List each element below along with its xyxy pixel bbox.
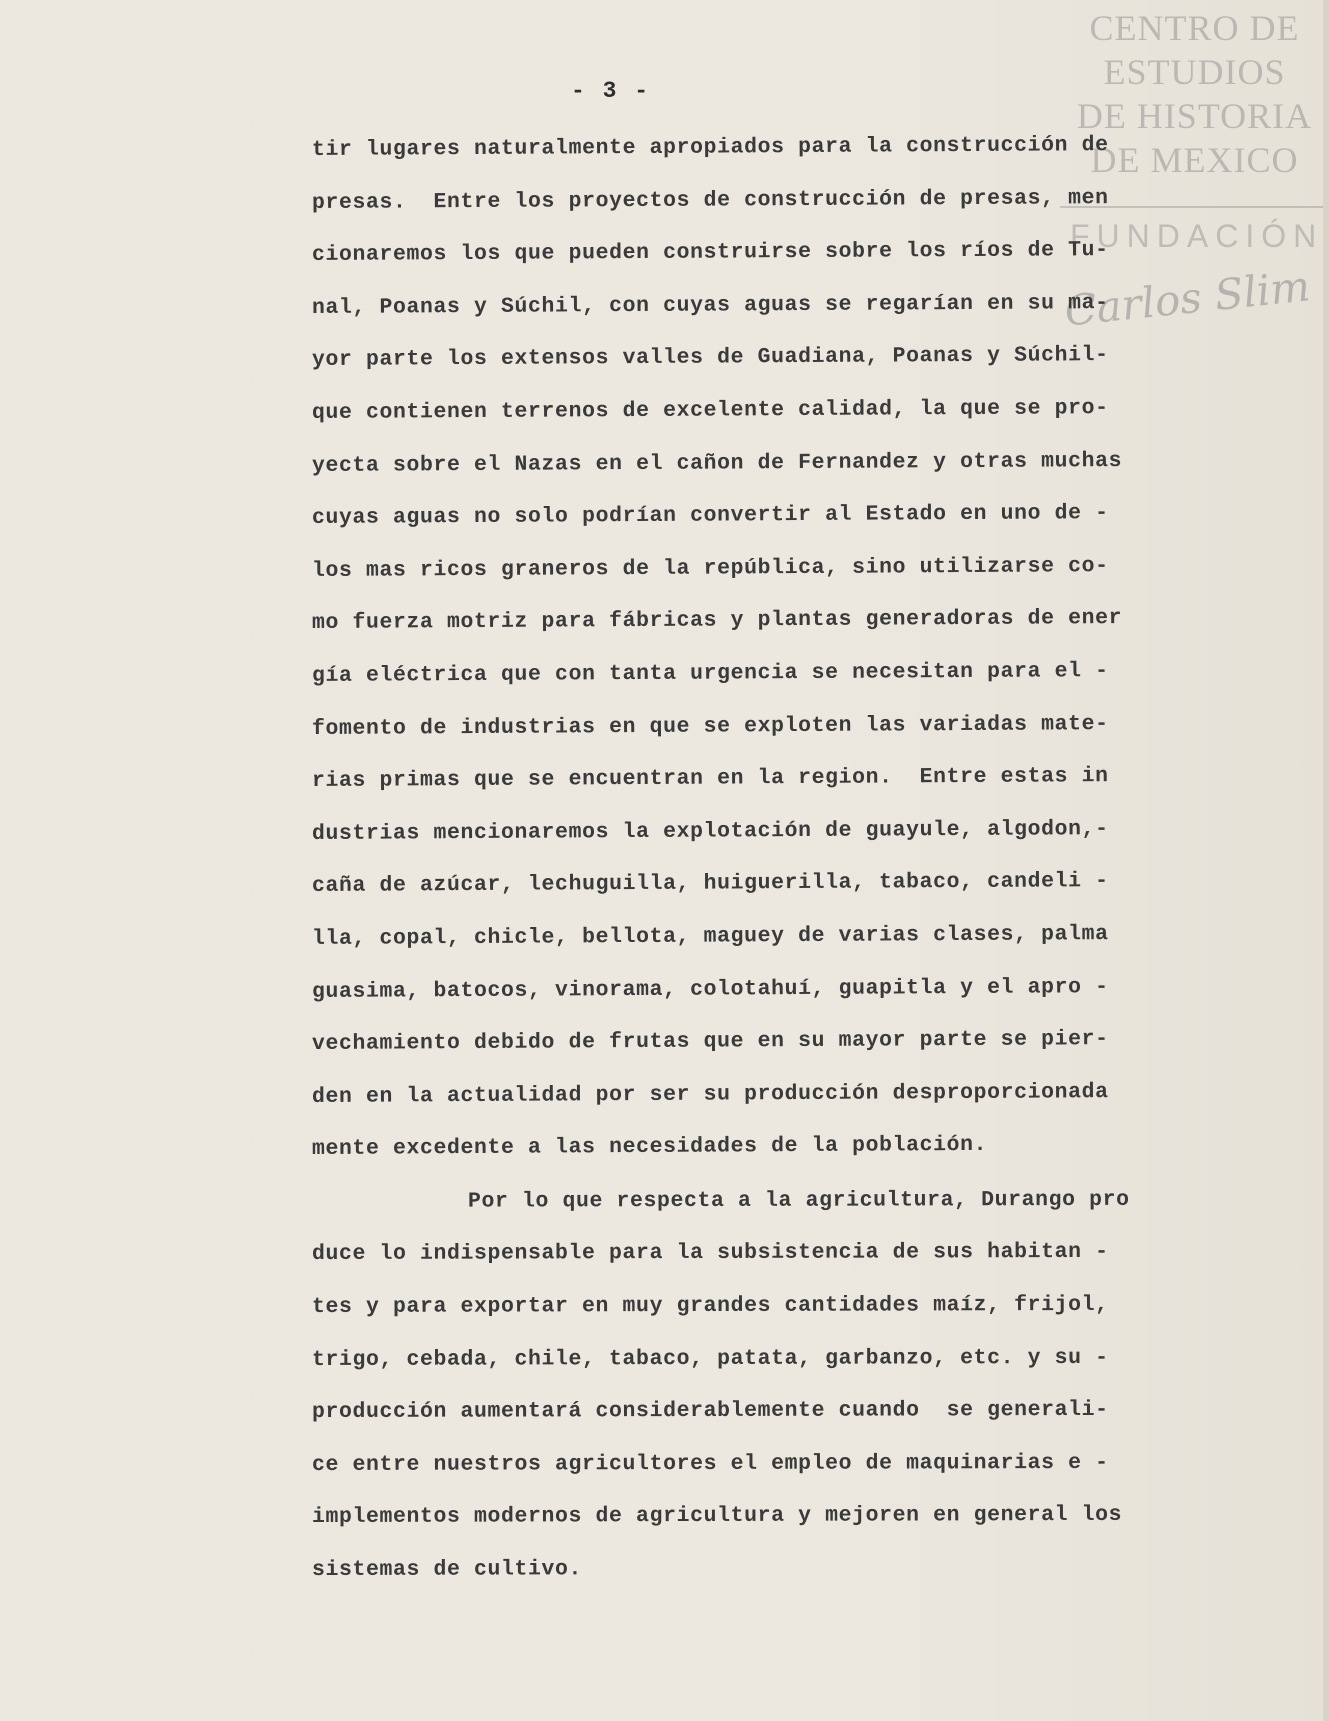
watermark-line: DE HISTORIA <box>1076 96 1313 136</box>
text-line: cionaremos los que pueden construirse sobre los ríos de Tu- <box>311 238 1109 268</box>
text-line: dustrias mencionaremos la explotación de guayule, algodon,- <box>311 816 1109 846</box>
text-line: trigo, cebada, chile, tabaco, patata, garbanzo, etc. y su - <box>311 1345 1109 1372</box>
text-line: tir lugares naturalmente apropiados para la construcción de <box>311 133 1109 162</box>
text-line: mente excedente a las necesidades de la población. <box>311 1133 988 1162</box>
page-number: - 3 - <box>570 78 650 104</box>
text-line: cuyas aguas no solo podrían convertir al Estado en uno de - <box>311 501 1109 531</box>
watermark-signature: Carlos Slim <box>1062 261 1313 336</box>
text-line: nal, Poanas y Súchil, con cuyas aguas se regarían en su ma- <box>311 290 1109 320</box>
text-line: que contienen terrenos de excelente calidad, la que se pro- <box>311 396 1109 425</box>
watermark-line: DE MEXICO <box>1090 140 1299 180</box>
text-line: den en la actualidad por ser su producción desproporcionada <box>311 1079 1109 1109</box>
text-line: lla, copal, chicle, bellota, maguey de varias clases, palma <box>311 922 1109 951</box>
text-line: mo fuerza motriz para fábricas y plantas generadoras de ener <box>311 606 1123 636</box>
text-line: yor parte los extensos valles de Guadiana, Poanas y Súchil- <box>311 343 1109 373</box>
text-line: presas. Entre los proyectos de construcción de presas, men <box>311 185 1109 215</box>
text-line: fomento de industrias en que se exploten las variadas mate- <box>311 711 1109 741</box>
text-line: gía eléctrica que con tanta urgencia se necesitan para el - <box>311 659 1109 688</box>
watermark-foundation: FUNDACIÓN <box>1070 218 1324 254</box>
text-line: producción aumentará considerablemente cuando se generali- <box>311 1398 1109 1425</box>
text-line: ce entre nuestros agricultores el empleo de maquinarias e - <box>311 1450 1109 1477</box>
scan-edge <box>1323 0 1329 1721</box>
text-line: sistemas de cultivo. <box>311 1557 583 1583</box>
typed-text-body <box>312 124 1272 1597</box>
text-line: guasima, batocos, vinorama, colotahuí, guapitla y el apro - <box>311 974 1109 1004</box>
text-line: rias primas que se encuentran en la region. Entre estas in <box>311 764 1109 794</box>
text-line: los mas ricos graneros de la república, sino utilizarse co- <box>311 553 1109 583</box>
text-line: caña de azúcar, lechuguilla, huiguerilla, tabaco, candeli - <box>311 869 1109 899</box>
text-line: duce lo indispensable para la subsistencia de sus habitan - <box>311 1240 1109 1267</box>
text-line: vechamiento debido de frutas que en su mayor parte se pier- <box>311 1027 1109 1057</box>
watermark-line: ESTUDIOS <box>1103 52 1286 92</box>
text-line: tes y para exportar en muy grandes cantidades maíz, frijol, <box>311 1292 1109 1320</box>
text-line: Por lo que respecta a la agricultura, Durango pro <box>467 1187 1130 1214</box>
text-line: yecta sobre el Nazas en el cañon de Fernandez y otras muchas <box>311 448 1123 478</box>
text-line: implementos modernos de agricultura y mejoren en general los <box>311 1503 1123 1530</box>
watermark-line: CENTRO DE <box>1089 8 1300 48</box>
